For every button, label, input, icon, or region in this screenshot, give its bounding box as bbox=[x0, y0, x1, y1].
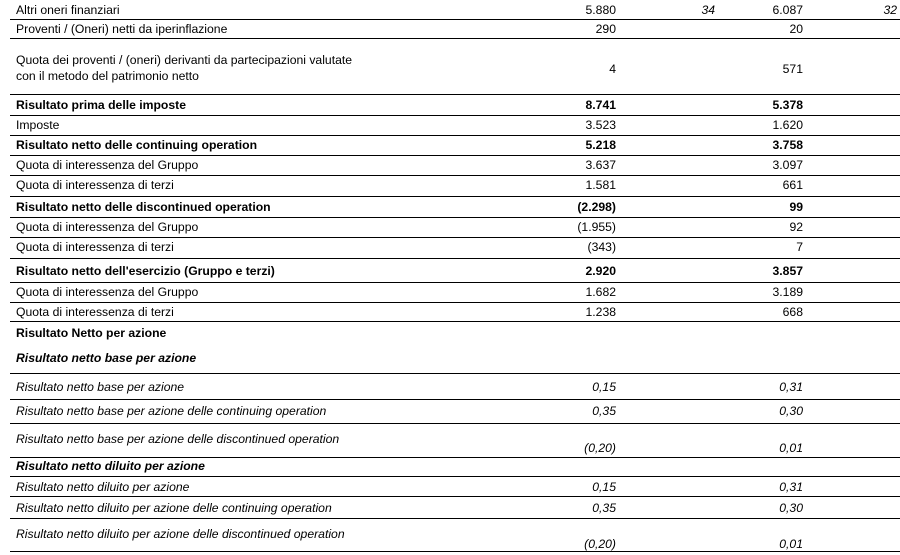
row-label: Quota di interessenza del Gruppo bbox=[16, 158, 199, 172]
value-current-year: 0,15 bbox=[592, 480, 616, 494]
value-prior-year: 661 bbox=[782, 178, 803, 192]
value-current-year: 3.637 bbox=[585, 158, 616, 172]
value-prior-year: 6.087 bbox=[772, 3, 803, 17]
row-label-line-2: con il metodo del patrimonio netto bbox=[16, 69, 199, 83]
table-row bbox=[10, 217, 900, 238]
row-label: Quota di interessenza di terzi bbox=[16, 178, 174, 192]
value-current-year: (1.955) bbox=[577, 220, 616, 234]
row-label: Imposte bbox=[16, 118, 60, 132]
row-label: Risultato prima delle imposte bbox=[16, 98, 186, 112]
value-prior-year: 3.097 bbox=[772, 158, 803, 172]
value-current-year: (343) bbox=[587, 240, 616, 254]
row-label: Risultato netto base per azione delle discontinued operation bbox=[16, 432, 340, 446]
table-row bbox=[10, 155, 900, 176]
value-prior-year: 0,31 bbox=[779, 380, 803, 394]
value-prior-year: 0,01 bbox=[779, 537, 803, 551]
row-label: Quota di interessenza del Gruppo bbox=[16, 285, 199, 299]
row-label: Risultato netto delle discontinued operation bbox=[16, 200, 271, 214]
value-prior-year: 20 bbox=[789, 22, 803, 36]
value-current-year: 0,35 bbox=[592, 501, 616, 515]
value-prior-year: 3.189 bbox=[772, 285, 803, 299]
row-label: Quota di interessenza di terzi bbox=[16, 305, 174, 319]
value-current-year: 1.682 bbox=[585, 285, 616, 299]
row-label: Risultato netto delle continuing operation bbox=[16, 138, 258, 152]
value-prior-year: 571 bbox=[782, 62, 803, 76]
value-current-year: 290 bbox=[595, 22, 616, 36]
row-label: Proventi / (Oneri) netti da iperinflazione bbox=[16, 22, 228, 36]
row-label: Risultato netto base per azione delle continuing operation bbox=[16, 404, 327, 418]
table-row bbox=[10, 302, 900, 322]
table-row bbox=[10, 115, 900, 136]
row-label: Risultato netto diluito per azione delle discontinued operation bbox=[16, 527, 345, 541]
value-current-year: 4 bbox=[609, 62, 616, 76]
value-current-year: 3.523 bbox=[585, 118, 616, 132]
value-current-year: 8.741 bbox=[585, 98, 616, 112]
value-prior-year: 668 bbox=[782, 305, 803, 319]
table-row bbox=[10, 496, 900, 519]
table-row bbox=[10, 19, 900, 39]
value-prior-year: 0,01 bbox=[779, 441, 803, 455]
table-row bbox=[10, 399, 900, 424]
value-current-year: 1.581 bbox=[585, 178, 616, 192]
value-prior-year: 92 bbox=[789, 220, 803, 234]
table-row bbox=[10, 237, 900, 259]
row-label: Risultato netto diluito per azione bbox=[16, 480, 190, 494]
value-prior-year: 5.378 bbox=[772, 98, 803, 112]
value-prior-year: 1.620 bbox=[772, 118, 803, 132]
row-label: Risultato netto base per azione bbox=[16, 351, 197, 365]
table-row bbox=[10, 135, 900, 156]
value-prior-year: 7 bbox=[796, 240, 803, 254]
ratio-current-year: 34 bbox=[701, 3, 715, 17]
value-current-year: 1.238 bbox=[585, 305, 616, 319]
value-current-year: 2.920 bbox=[585, 264, 616, 278]
value-prior-year: 3.758 bbox=[772, 138, 803, 152]
row-label-line-1: Quota dei proventi / (oneri) derivanti da partecipazioni valutate bbox=[16, 53, 353, 67]
value-current-year: 0,15 bbox=[592, 380, 616, 394]
ratio-prior-year: 32 bbox=[883, 3, 897, 17]
row-label: Quota di interessenza del Gruppo bbox=[16, 220, 199, 234]
value-current-year: 5.218 bbox=[585, 138, 616, 152]
section-heading bbox=[10, 321, 900, 341]
table-row bbox=[10, 518, 900, 552]
table-row bbox=[10, 258, 900, 283]
value-prior-year: 0,30 bbox=[779, 501, 803, 515]
table-row bbox=[10, 196, 900, 218]
row-label: Risultato netto dell'esercizio (Gruppo e terzi) bbox=[16, 264, 275, 278]
subsection-heading bbox=[10, 457, 900, 477]
value-prior-year: 3.857 bbox=[772, 264, 803, 278]
value-prior-year: 99 bbox=[789, 200, 803, 214]
value-current-year: (0,20) bbox=[584, 441, 616, 455]
table-row bbox=[10, 94, 900, 116]
value-prior-year: 0,30 bbox=[779, 404, 803, 418]
row-label: Altri oneri finanziari bbox=[16, 3, 120, 17]
value-prior-year: 0,31 bbox=[779, 480, 803, 494]
row-label: Risultato netto diluito per azione bbox=[16, 459, 205, 473]
table-row bbox=[10, 423, 900, 458]
table-row bbox=[10, 476, 900, 497]
table-row bbox=[10, 373, 900, 400]
row-label: Risultato netto base per azione bbox=[16, 380, 185, 394]
subsection-heading bbox=[10, 341, 900, 374]
value-current-year: 0,35 bbox=[592, 404, 616, 418]
row-label: Risultato Netto per azione bbox=[16, 326, 167, 340]
table-row bbox=[10, 175, 900, 197]
row-label: Quota di interessenza di terzi bbox=[16, 240, 174, 254]
row-label: Risultato netto diluito per azione delle continuing operation bbox=[16, 501, 332, 515]
table-row bbox=[10, 0, 900, 20]
value-current-year: (2.298) bbox=[577, 200, 616, 214]
table-row bbox=[10, 282, 900, 303]
table-row bbox=[10, 38, 900, 95]
value-current-year: 5.880 bbox=[585, 3, 616, 17]
value-current-year: (0,20) bbox=[584, 537, 616, 551]
